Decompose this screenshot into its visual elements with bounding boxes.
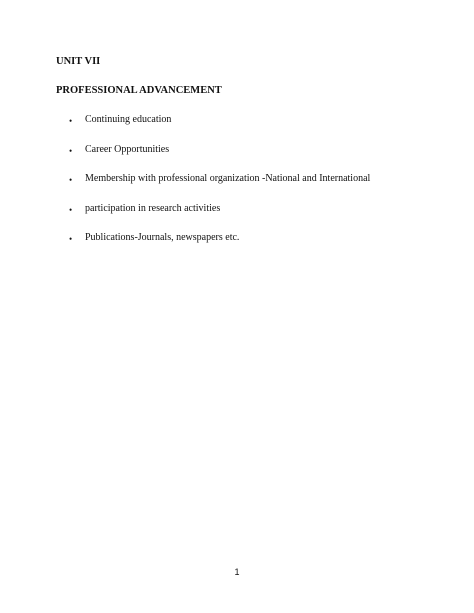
page-number: 1 bbox=[234, 567, 240, 577]
list-item-text: Continuing education bbox=[85, 114, 172, 125]
unit-title: UNIT VII bbox=[56, 56, 101, 67]
section-title: PROFESSIONAL ADVANCEMENT bbox=[56, 85, 222, 96]
list-item-text: Career Opportunities bbox=[85, 143, 170, 155]
list-item bbox=[56, 173, 436, 203]
bullet-icon: • bbox=[69, 204, 73, 215]
list-item bbox=[56, 203, 436, 233]
bullet-icon: • bbox=[69, 145, 73, 156]
list-item bbox=[56, 114, 436, 144]
bullet-icon: • bbox=[69, 175, 73, 185]
bullet-list bbox=[56, 114, 436, 262]
bullet-icon: • bbox=[69, 234, 73, 244]
list-item-text: participation in research activities bbox=[85, 202, 221, 214]
list-item-text: Publications-Journals, newspapers etc. bbox=[85, 232, 240, 243]
bullet-icon: • bbox=[69, 116, 73, 126]
list-item-text: Membership with professional organization -National and International bbox=[85, 173, 371, 184]
list-item bbox=[56, 232, 436, 262]
list-item bbox=[56, 144, 436, 174]
